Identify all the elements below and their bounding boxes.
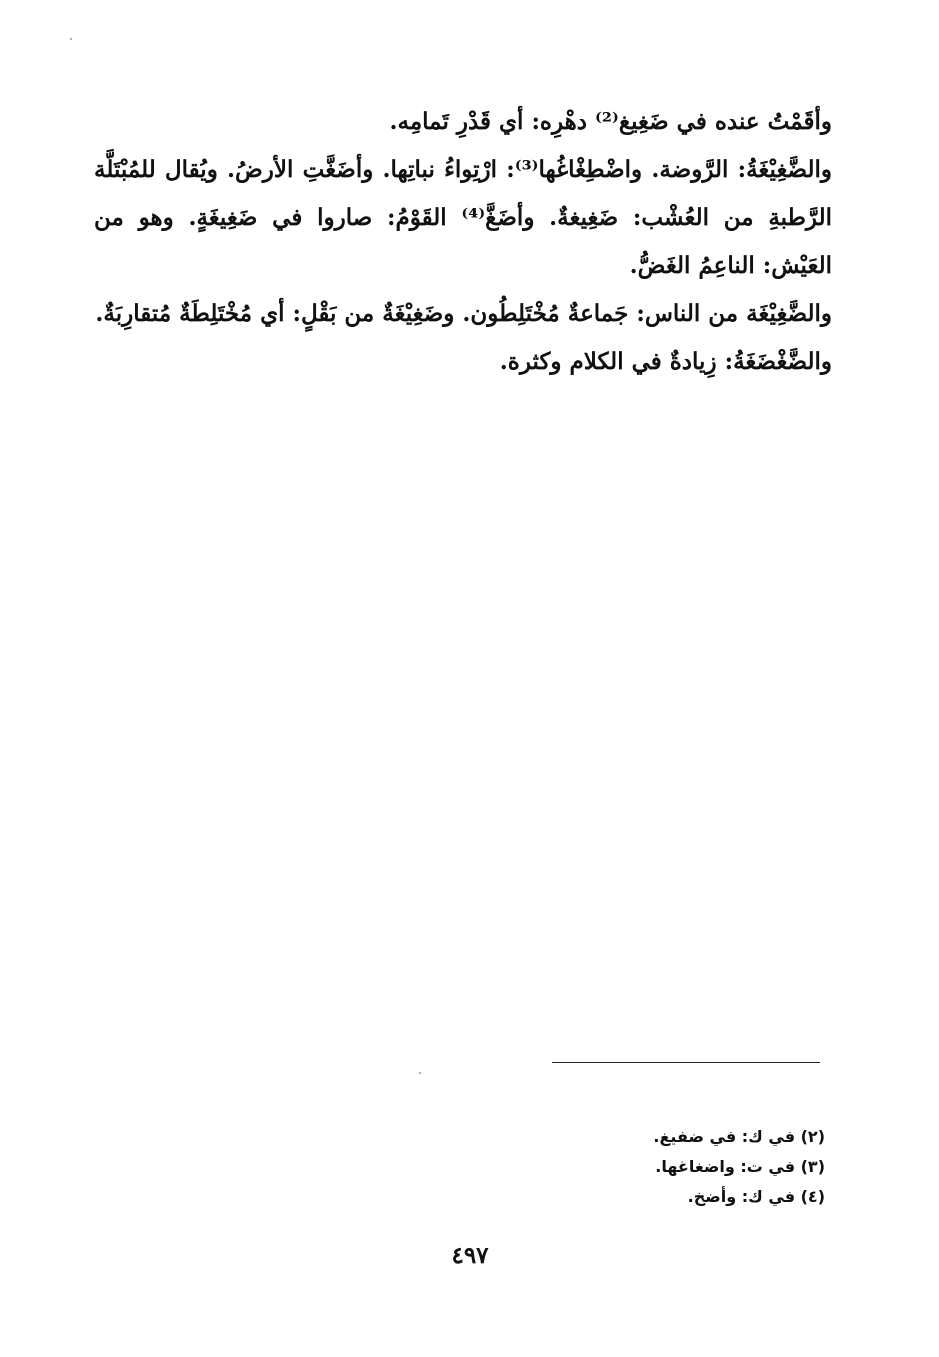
footnote-3: (٣) في ت: واضغاغها. — [655, 1157, 825, 1176]
paragraph-4: والضَّغْضَغَةُ: زِيادةٌ في الكلام وكثرة. — [499, 348, 832, 375]
footnote-4: (٤) في ك: وأضخ. — [687, 1187, 825, 1206]
footnotes — [520, 1122, 825, 1212]
main-text-body — [94, 98, 832, 386]
footnote-separator — [552, 1062, 820, 1063]
paragraph-1: وأقَمْتُ عنده في ضَغِيغ⁽²⁾ دهْرِه: أي قَدْرِ تَمامِه. — [389, 108, 832, 135]
scan-speck — [70, 38, 72, 40]
page-number: ٤٩٧ — [451, 1242, 489, 1269]
paragraph-3: والضَّغِيْغَة من الناس: جَماعةٌ مُخْتَلِطُون. وضَغِيْغَةٌ من بَقْلٍ: أي مُخْتَلِطَةٌ مُتقارِبَةٌ. — [95, 300, 832, 327]
paragraph-2: والضَّغِيْغَةُ: الرَّوضة. واضْطِغْاغُها⁽³⁾: ارْتِواءُ نباتِها. وأضَغَّتِ الأرضُ. ويُقال للمُبْتَلَّة الرَّطبةِ من العُشْب: ضَغِيغةٌ. وأضَغَّ⁽⁴⁾ القَوْمُ: صاروا في ضَغِيغَةٍ. وهو من العَيْش: الناعِمُ الغَضُّ. — [94, 156, 833, 279]
scan-speck — [419, 1072, 421, 1074]
footnote-2: (٢) في ك: في ضفيغ. — [653, 1127, 825, 1146]
